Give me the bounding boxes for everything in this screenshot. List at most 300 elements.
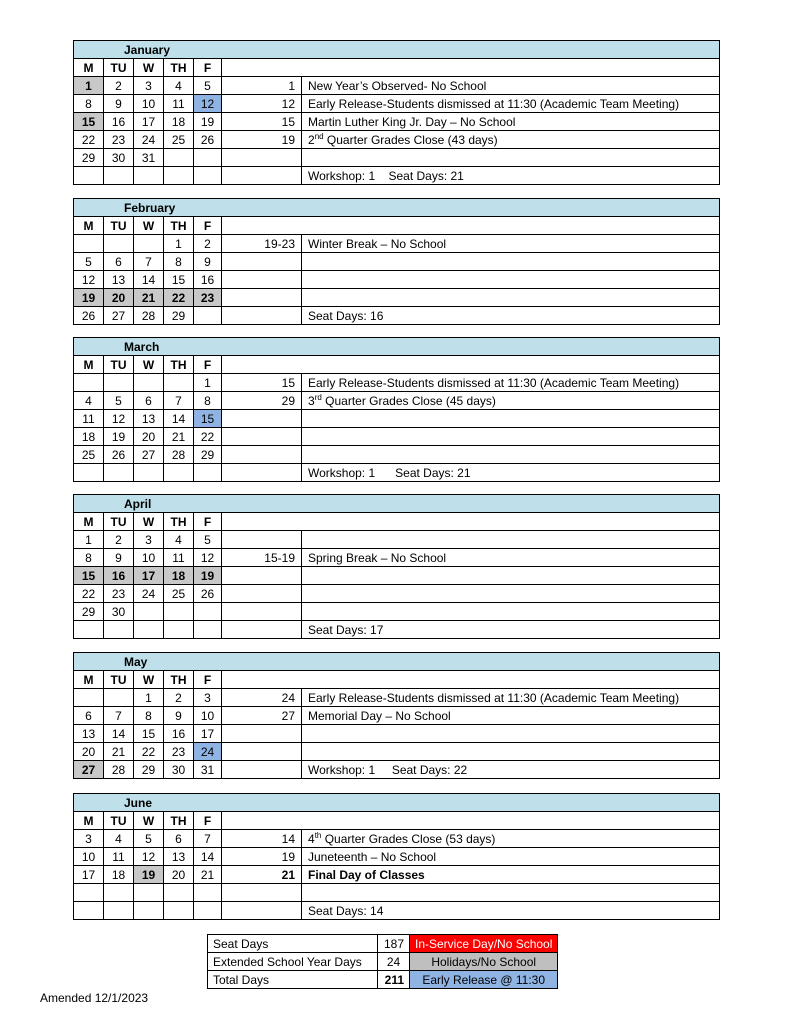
day-cell: 23 <box>194 289 222 307</box>
week-row <box>74 149 720 167</box>
weekday-header: M <box>74 217 104 235</box>
summary-row <box>208 971 558 989</box>
day-cell <box>134 374 164 392</box>
month-march <box>73 337 720 482</box>
day-cell <box>164 149 194 167</box>
month-title: February <box>74 199 720 217</box>
weekday-header: TU <box>104 59 134 77</box>
event-date <box>222 902 302 920</box>
day-cell: 1 <box>134 689 164 707</box>
weekday-header: TH <box>164 513 194 531</box>
week-row <box>74 567 720 585</box>
day-cell <box>74 464 104 482</box>
summary-label: Total Days <box>208 971 378 989</box>
day-cell <box>164 464 194 482</box>
day-cell: 14 <box>164 410 194 428</box>
event-text <box>302 149 720 167</box>
week-row <box>74 95 720 113</box>
calendar-table <box>73 40 720 185</box>
day-cell: 17 <box>134 567 164 585</box>
day-cell: 31 <box>194 761 222 779</box>
day-cell: 13 <box>104 271 134 289</box>
day-cell <box>104 235 134 253</box>
day-cell: 5 <box>74 253 104 271</box>
day-cell <box>134 603 164 621</box>
day-cell: 24 <box>134 131 164 149</box>
day-cell: 25 <box>74 446 104 464</box>
month-title: March <box>74 338 720 356</box>
day-cell: 21 <box>194 866 222 884</box>
day-cell: 19 <box>104 428 134 446</box>
day-cell: 14 <box>134 271 164 289</box>
weekday-header: F <box>194 217 222 235</box>
weekday-header: M <box>74 812 104 830</box>
day-cell: 8 <box>134 707 164 725</box>
day-cell: 1 <box>164 235 194 253</box>
event-text: Martin Luther King Jr. Day – No School <box>302 113 720 131</box>
weekday-header: TH <box>164 59 194 77</box>
week-row <box>74 235 720 253</box>
day-cell: 2 <box>104 531 134 549</box>
day-cell: 4 <box>74 392 104 410</box>
week-row <box>74 603 720 621</box>
event-text: New Year’s Observed- No School <box>302 77 720 95</box>
day-cell <box>164 167 194 185</box>
summary-label: Seat Days <box>208 935 378 953</box>
week-row <box>74 902 720 920</box>
day-cell: 10 <box>134 95 164 113</box>
day-cell: 23 <box>104 585 134 603</box>
day-cell <box>194 884 222 902</box>
day-cell: 4 <box>164 531 194 549</box>
event-text <box>302 725 720 743</box>
day-cell: 18 <box>164 113 194 131</box>
day-cell: 8 <box>74 549 104 567</box>
day-cell <box>194 464 222 482</box>
day-cell <box>164 603 194 621</box>
day-cell: 16 <box>164 725 194 743</box>
weekday-header: TH <box>164 217 194 235</box>
event-date <box>222 603 302 621</box>
day-cell: 14 <box>104 725 134 743</box>
day-cell <box>134 167 164 185</box>
day-cell <box>74 884 104 902</box>
week-row <box>74 549 720 567</box>
weekday-header: M <box>74 356 104 374</box>
day-cell: 6 <box>164 830 194 848</box>
day-cell: 1 <box>74 531 104 549</box>
day-cell: 11 <box>164 95 194 113</box>
day-cell: 28 <box>164 446 194 464</box>
day-cell: 27 <box>74 761 104 779</box>
event-text <box>302 743 720 761</box>
event-date <box>222 167 302 185</box>
day-cell: 24 <box>134 585 164 603</box>
day-cell <box>74 621 104 639</box>
event-text: Memorial Day – No School <box>302 707 720 725</box>
day-cell <box>194 307 222 325</box>
event-date <box>222 725 302 743</box>
day-cell <box>104 374 134 392</box>
day-cell: 21 <box>104 743 134 761</box>
day-cell: 13 <box>74 725 104 743</box>
month-totals: Seat Days: 17 <box>302 621 720 639</box>
day-cell: 11 <box>104 848 134 866</box>
day-cell: 19 <box>134 866 164 884</box>
day-cell <box>104 689 134 707</box>
event-date <box>222 428 302 446</box>
weekday-header: F <box>194 59 222 77</box>
day-cell: 5 <box>194 77 222 95</box>
event-date: 21 <box>222 866 302 884</box>
day-cell <box>74 374 104 392</box>
day-cell: 16 <box>194 271 222 289</box>
weekday-header: F <box>194 356 222 374</box>
event-text: 4th Quarter Grades Close (53 days) <box>302 830 720 848</box>
event-text <box>302 531 720 549</box>
day-cell: 2 <box>164 689 194 707</box>
event-date: 29 <box>222 392 302 410</box>
day-cell: 20 <box>134 428 164 446</box>
week-row <box>74 464 720 482</box>
event-date <box>222 585 302 603</box>
day-cell: 27 <box>134 446 164 464</box>
day-cell: 18 <box>164 567 194 585</box>
day-cell: 10 <box>194 707 222 725</box>
event-date <box>222 410 302 428</box>
day-cell <box>134 902 164 920</box>
day-cell: 14 <box>194 848 222 866</box>
event-text: Spring Break – No School <box>302 549 720 567</box>
day-cell: 8 <box>74 95 104 113</box>
weekday-header: W <box>134 356 164 374</box>
day-cell: 20 <box>104 289 134 307</box>
event-date <box>222 464 302 482</box>
day-cell: 12 <box>104 410 134 428</box>
day-cell: 19 <box>194 567 222 585</box>
month-totals: Workshop: 1 Seat Days: 22 <box>302 761 720 779</box>
weekday-header: TU <box>104 671 134 689</box>
weekday-header: TU <box>104 356 134 374</box>
legend-in-service: In-Service Day/No School <box>410 935 558 953</box>
week-row <box>74 253 720 271</box>
month-title: April <box>74 495 720 513</box>
day-cell: 20 <box>74 743 104 761</box>
event-text: Juneteenth – No School <box>302 848 720 866</box>
calendar-table <box>73 198 720 325</box>
day-cell: 29 <box>164 307 194 325</box>
event-date: 14 <box>222 830 302 848</box>
month-january <box>73 40 720 185</box>
weekday-header: M <box>74 59 104 77</box>
month-title: May <box>74 653 720 671</box>
day-cell: 7 <box>134 253 164 271</box>
day-cell: 4 <box>164 77 194 95</box>
week-row <box>74 725 720 743</box>
day-cell: 19 <box>74 289 104 307</box>
day-cell: 3 <box>194 689 222 707</box>
week-row <box>74 113 720 131</box>
week-row <box>74 289 720 307</box>
event-date: 1 <box>222 77 302 95</box>
week-row <box>74 131 720 149</box>
day-cell <box>194 149 222 167</box>
day-cell: 16 <box>104 567 134 585</box>
day-cell: 8 <box>194 392 222 410</box>
day-cell: 25 <box>164 585 194 603</box>
week-row <box>74 830 720 848</box>
event-date <box>222 567 302 585</box>
month-june <box>73 793 720 920</box>
day-cell: 21 <box>134 289 164 307</box>
event-text: 3rd Quarter Grades Close (45 days) <box>302 392 720 410</box>
day-cell: 4 <box>104 830 134 848</box>
day-cell: 15 <box>74 567 104 585</box>
event-text <box>302 289 720 307</box>
day-cell: 17 <box>134 113 164 131</box>
day-cell: 31 <box>134 149 164 167</box>
day-cell <box>164 374 194 392</box>
event-text: Early Release-Students dismissed at 11:30 (Academic Team Meeting) <box>302 374 720 392</box>
event-date <box>222 884 302 902</box>
day-cell: 7 <box>194 830 222 848</box>
event-text <box>302 884 720 902</box>
day-cell: 9 <box>104 95 134 113</box>
month-april <box>73 494 720 639</box>
event-date <box>222 446 302 464</box>
day-cell <box>134 464 164 482</box>
day-cell <box>164 902 194 920</box>
event-date: 15 <box>222 113 302 131</box>
day-cell: 13 <box>134 410 164 428</box>
event-date <box>222 621 302 639</box>
week-row <box>74 374 720 392</box>
summary-table <box>207 934 558 989</box>
summary-value: 24 <box>378 953 410 971</box>
event-text: 2nd Quarter Grades Close (43 days) <box>302 131 720 149</box>
week-row <box>74 621 720 639</box>
event-date <box>222 253 302 271</box>
calendar-table <box>73 793 720 920</box>
calendar-table <box>73 494 720 639</box>
month-totals: Workshop: 1 Seat Days: 21 <box>302 464 720 482</box>
month-february <box>73 198 720 325</box>
week-row <box>74 410 720 428</box>
day-cell: 20 <box>164 866 194 884</box>
calendar-table <box>73 337 720 482</box>
day-cell: 22 <box>74 131 104 149</box>
month-title: June <box>74 794 720 812</box>
weekday-header: W <box>134 671 164 689</box>
weekday-header: TU <box>104 217 134 235</box>
event-date <box>222 149 302 167</box>
event-text <box>302 446 720 464</box>
day-cell <box>104 167 134 185</box>
event-text <box>302 603 720 621</box>
day-cell: 26 <box>74 307 104 325</box>
event-text: Early Release-Students dismissed at 11:30 (Academic Team Meeting) <box>302 95 720 113</box>
day-cell: 1 <box>74 77 104 95</box>
day-cell: 12 <box>194 549 222 567</box>
day-cell: 28 <box>104 761 134 779</box>
event-date: 27 <box>222 707 302 725</box>
event-text: Early Release-Students dismissed at 11:30 (Academic Team Meeting) <box>302 689 720 707</box>
week-row <box>74 884 720 902</box>
day-cell: 5 <box>104 392 134 410</box>
day-cell: 29 <box>134 761 164 779</box>
week-row <box>74 428 720 446</box>
week-row <box>74 707 720 725</box>
day-cell <box>74 902 104 920</box>
weekday-header: W <box>134 513 164 531</box>
weekday-header: TH <box>164 812 194 830</box>
day-cell: 5 <box>194 531 222 549</box>
event-text <box>302 428 720 446</box>
day-cell: 6 <box>134 392 164 410</box>
weekday-header: M <box>74 513 104 531</box>
event-text <box>302 253 720 271</box>
weekday-header: W <box>134 217 164 235</box>
day-cell: 1 <box>194 374 222 392</box>
legend-early-release: Early Release @ 11:30 <box>410 971 558 989</box>
event-text: Winter Break – No School <box>302 235 720 253</box>
day-cell <box>194 167 222 185</box>
event-date <box>222 271 302 289</box>
day-cell: 22 <box>134 743 164 761</box>
weekday-header: W <box>134 59 164 77</box>
event-date: 19 <box>222 848 302 866</box>
day-cell: 22 <box>164 289 194 307</box>
day-cell: 26 <box>194 585 222 603</box>
week-row <box>74 271 720 289</box>
day-cell: 21 <box>164 428 194 446</box>
event-date <box>222 307 302 325</box>
day-cell <box>194 902 222 920</box>
day-cell <box>104 884 134 902</box>
event-date <box>222 531 302 549</box>
event-date <box>222 761 302 779</box>
week-row <box>74 761 720 779</box>
weekday-header: TU <box>104 812 134 830</box>
summary-value: 211 <box>378 971 410 989</box>
month-may <box>73 652 720 779</box>
day-cell: 17 <box>74 866 104 884</box>
day-cell: 22 <box>74 585 104 603</box>
event-date: 15-19 <box>222 549 302 567</box>
day-cell: 13 <box>164 848 194 866</box>
day-cell <box>134 884 164 902</box>
day-cell: 30 <box>104 603 134 621</box>
day-cell: 7 <box>164 392 194 410</box>
day-cell: 9 <box>194 253 222 271</box>
weekday-header: TH <box>164 356 194 374</box>
day-cell: 15 <box>194 410 222 428</box>
day-cell: 30 <box>164 761 194 779</box>
event-text: Final Day of Classes <box>302 866 720 884</box>
day-cell: 3 <box>74 830 104 848</box>
summary-row <box>208 953 558 971</box>
weekday-header: TU <box>104 513 134 531</box>
day-cell: 7 <box>104 707 134 725</box>
day-cell: 3 <box>134 77 164 95</box>
event-date: 12 <box>222 95 302 113</box>
day-cell: 16 <box>104 113 134 131</box>
day-cell: 12 <box>74 271 104 289</box>
week-row <box>74 848 720 866</box>
day-cell: 12 <box>194 95 222 113</box>
day-cell <box>164 621 194 639</box>
day-cell: 28 <box>134 307 164 325</box>
day-cell <box>164 884 194 902</box>
day-cell: 30 <box>104 149 134 167</box>
week-row <box>74 743 720 761</box>
day-cell: 29 <box>74 603 104 621</box>
week-row <box>74 866 720 884</box>
day-cell: 23 <box>104 131 134 149</box>
event-date <box>222 743 302 761</box>
day-cell: 5 <box>134 830 164 848</box>
day-cell <box>74 235 104 253</box>
legend-holidays: Holidays/No School <box>410 953 558 971</box>
event-date: 24 <box>222 689 302 707</box>
day-cell <box>104 902 134 920</box>
day-cell: 24 <box>194 743 222 761</box>
day-cell <box>134 235 164 253</box>
day-cell: 15 <box>134 725 164 743</box>
day-cell: 15 <box>74 113 104 131</box>
week-row <box>74 77 720 95</box>
month-totals: Seat Days: 16 <box>302 307 720 325</box>
week-row <box>74 167 720 185</box>
day-cell: 25 <box>164 131 194 149</box>
day-cell: 9 <box>104 549 134 567</box>
day-cell: 10 <box>134 549 164 567</box>
day-cell: 19 <box>194 113 222 131</box>
day-cell <box>104 464 134 482</box>
day-cell: 22 <box>194 428 222 446</box>
event-date: 19 <box>222 131 302 149</box>
month-totals: Workshop: 1 Seat Days: 21 <box>302 167 720 185</box>
day-cell: 26 <box>104 446 134 464</box>
day-cell: 11 <box>164 549 194 567</box>
day-cell <box>134 621 164 639</box>
day-cell: 23 <box>164 743 194 761</box>
day-cell: 29 <box>194 446 222 464</box>
event-date <box>222 289 302 307</box>
week-row <box>74 585 720 603</box>
summary-label: Extended School Year Days <box>208 953 378 971</box>
calendar-table <box>73 652 720 779</box>
day-cell: 18 <box>104 866 134 884</box>
day-cell: 2 <box>194 235 222 253</box>
month-title: January <box>74 41 720 59</box>
amended-note: Amended 12/1/2023 <box>40 991 149 1005</box>
day-cell <box>104 621 134 639</box>
week-row <box>74 392 720 410</box>
weekday-header: M <box>74 671 104 689</box>
day-cell: 12 <box>134 848 164 866</box>
day-cell: 10 <box>74 848 104 866</box>
day-cell <box>194 621 222 639</box>
weekday-header: F <box>194 671 222 689</box>
month-totals: Seat Days: 14 <box>302 902 720 920</box>
event-text <box>302 567 720 585</box>
weekday-header: F <box>194 513 222 531</box>
day-cell: 18 <box>74 428 104 446</box>
event-text <box>302 585 720 603</box>
event-text <box>302 410 720 428</box>
day-cell: 9 <box>164 707 194 725</box>
